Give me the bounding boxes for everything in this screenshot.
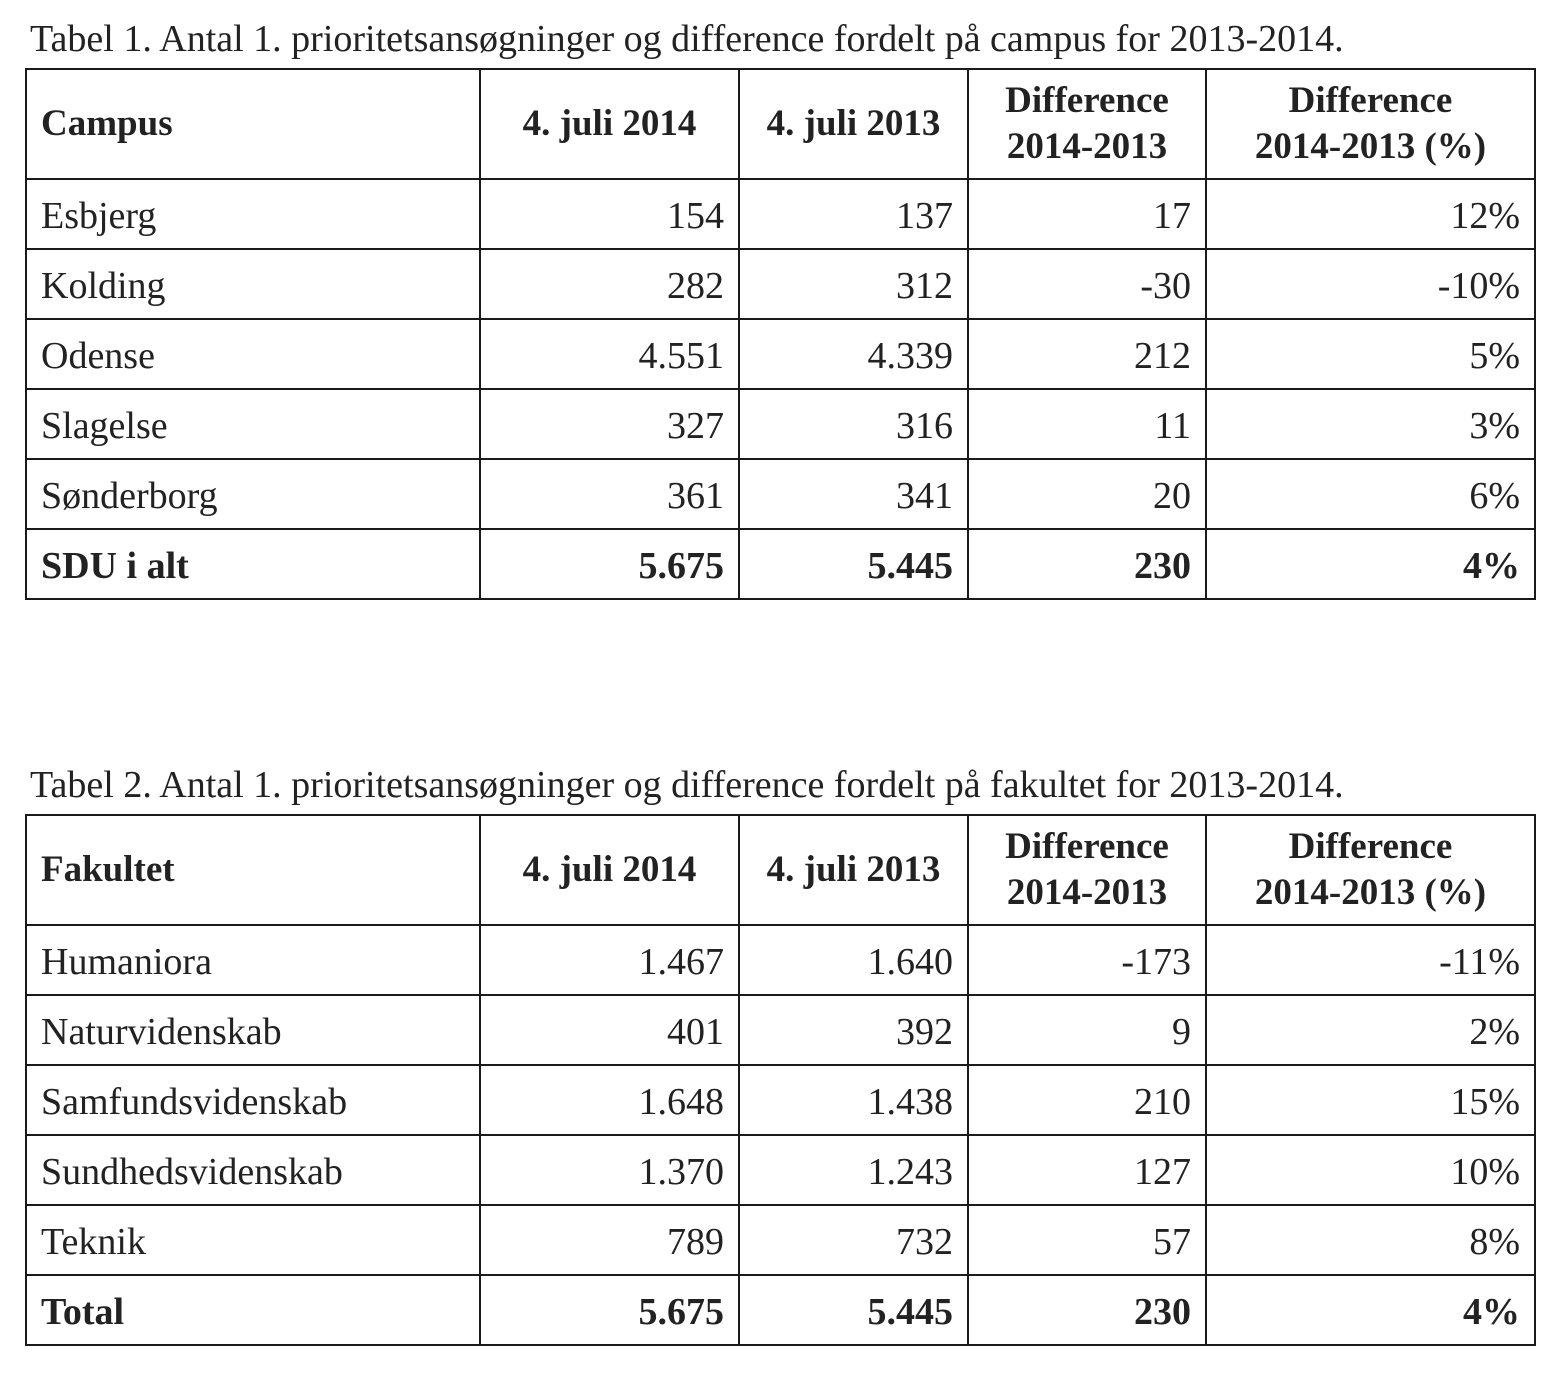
header-juli-2013: 4. juli 2013 — [739, 815, 968, 925]
total-2013: 5.445 — [739, 1275, 968, 1345]
total-diff: 230 — [968, 1275, 1206, 1345]
header-difference-pct-line1: Difference — [1288, 80, 1453, 121]
header-fakultet: Fakultet — [26, 815, 480, 925]
cell-pct: 6% — [1206, 459, 1535, 529]
cell-diff: -173 — [968, 925, 1206, 995]
cell-2013: 392 — [739, 995, 968, 1065]
cell-diff: 212 — [968, 319, 1206, 389]
total-diff: 230 — [968, 529, 1206, 599]
table1-caption: Tabel 1. Antal 1. prioritetsansøgninger og difference fordelt på campus for 2013-2014. — [30, 18, 1344, 60]
cell-2014: 789 — [480, 1205, 739, 1275]
cell-2014: 1.467 — [480, 925, 739, 995]
cell-2013: 341 — [739, 459, 968, 529]
total-pct: 4% — [1206, 529, 1535, 599]
header-difference-pct-line1: Difference — [1288, 826, 1453, 867]
cell-diff: 11 — [968, 389, 1206, 459]
cell-pct: 10% — [1206, 1135, 1535, 1205]
cell-2014: 1.370 — [480, 1135, 739, 1205]
header-difference-pct-line2: 2014-2013 (%) — [1254, 872, 1487, 913]
cell-2013: 137 — [739, 179, 968, 249]
total-pct: 4% — [1206, 1275, 1535, 1345]
cell-2013: 316 — [739, 389, 968, 459]
cell-diff: 127 — [968, 1135, 1206, 1205]
row-label: Samfundsvidenskab — [26, 1065, 480, 1135]
table-row — [26, 249, 1535, 319]
table-row — [26, 925, 1535, 995]
cell-diff: 17 — [968, 179, 1206, 249]
header-difference-pct — [1206, 815, 1535, 925]
cell-2013: 4.339 — [739, 319, 968, 389]
total-label: Total — [26, 1275, 480, 1345]
table-header-row — [26, 69, 1535, 179]
header-difference-pct — [1206, 69, 1535, 179]
cell-pct: 3% — [1206, 389, 1535, 459]
table-header-row — [26, 815, 1535, 925]
header-juli-2014: 4. juli 2014 — [480, 815, 739, 925]
total-2014: 5.675 — [480, 1275, 739, 1345]
cell-pct: -11% — [1206, 925, 1535, 995]
cell-pct: 8% — [1206, 1205, 1535, 1275]
total-label: SDU i alt — [26, 529, 480, 599]
header-difference — [968, 69, 1206, 179]
table-row — [26, 1135, 1535, 1205]
row-label: Kolding — [26, 249, 480, 319]
table-row — [26, 319, 1535, 389]
cell-pct: 2% — [1206, 995, 1535, 1065]
row-label: Odense — [26, 319, 480, 389]
table-row — [26, 1065, 1535, 1135]
cell-2014: 327 — [480, 389, 739, 459]
header-difference-line1: Difference — [1005, 80, 1169, 121]
cell-2013: 1.640 — [739, 925, 968, 995]
table-row — [26, 459, 1535, 529]
cell-diff: 20 — [968, 459, 1206, 529]
header-juli-2013: 4. juli 2013 — [739, 69, 968, 179]
cell-2013: 312 — [739, 249, 968, 319]
total-row — [26, 529, 1535, 599]
cell-pct: -10% — [1206, 249, 1535, 319]
table-row — [26, 1205, 1535, 1275]
header-difference-line2: 2014-2013 — [1006, 872, 1168, 913]
table-row — [26, 995, 1535, 1065]
cell-2014: 361 — [480, 459, 739, 529]
cell-diff: 210 — [968, 1065, 1206, 1135]
cell-2014: 1.648 — [480, 1065, 739, 1135]
cell-2014: 4.551 — [480, 319, 739, 389]
cell-pct: 12% — [1206, 179, 1535, 249]
cell-diff: 57 — [968, 1205, 1206, 1275]
row-label: Teknik — [26, 1205, 480, 1275]
cell-2013: 1.243 — [739, 1135, 968, 1205]
total-2013: 5.445 — [739, 529, 968, 599]
row-label: Sønderborg — [26, 459, 480, 529]
row-label: Esbjerg — [26, 179, 480, 249]
header-difference-pct-line2: 2014-2013 (%) — [1254, 126, 1487, 167]
campus-table — [25, 68, 1536, 600]
row-label: Slagelse — [26, 389, 480, 459]
cell-diff: -30 — [968, 249, 1206, 319]
cell-diff: 9 — [968, 995, 1206, 1065]
cell-pct: 15% — [1206, 1065, 1535, 1135]
header-difference — [968, 815, 1206, 925]
header-juli-2014: 4. juli 2014 — [480, 69, 739, 179]
row-label: Sundhedsvidenskab — [26, 1135, 480, 1205]
table-row — [26, 179, 1535, 249]
header-campus: Campus — [26, 69, 480, 179]
cell-2014: 154 — [480, 179, 739, 249]
total-row — [26, 1275, 1535, 1345]
faculty-table — [25, 814, 1536, 1346]
header-difference-line1: Difference — [1005, 826, 1169, 867]
cell-2013: 1.438 — [739, 1065, 968, 1135]
row-label: Naturvidenskab — [26, 995, 480, 1065]
cell-2014: 282 — [480, 249, 739, 319]
table2-caption: Tabel 2. Antal 1. prioritetsansøgninger og difference fordelt på fakultet for 2013-2014. — [30, 764, 1344, 806]
total-2014: 5.675 — [480, 529, 739, 599]
header-difference-line2: 2014-2013 — [1006, 126, 1168, 167]
cell-pct: 5% — [1206, 319, 1535, 389]
cell-2014: 401 — [480, 995, 739, 1065]
row-label: Humaniora — [26, 925, 480, 995]
table-row — [26, 389, 1535, 459]
cell-2013: 732 — [739, 1205, 968, 1275]
